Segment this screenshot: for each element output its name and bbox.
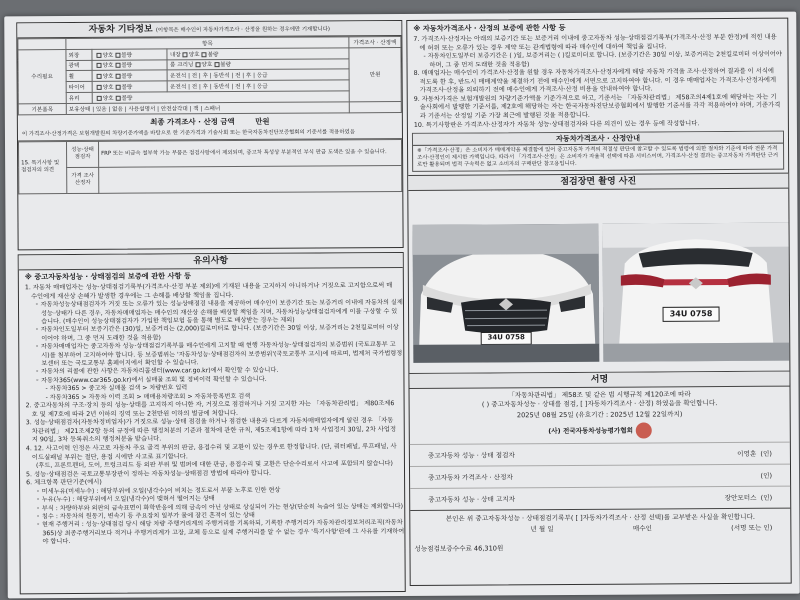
checkbox[interactable] xyxy=(97,85,102,90)
option-label: 양호 xyxy=(102,95,114,102)
option-label: 불량 xyxy=(121,73,133,80)
option-label: 양호 xyxy=(188,51,200,58)
org-seal-icon xyxy=(635,422,651,438)
option-label: 불량 xyxy=(121,52,133,59)
price-basis-note: 이 가격조사·산정가격은 보험개발원의 차량기준가액을 바탕으로 한 기준가격과 기술사회 또는 한국자동차진단보증협회의 기준서를 적용하였음 xyxy=(18,129,402,141)
right-box xyxy=(406,18,791,586)
row-label: 타이어 xyxy=(66,82,92,93)
special-notes-label: 15. 특기사항 및 점검자의 의견 xyxy=(18,141,66,193)
checkbox[interactable] xyxy=(96,53,101,58)
front-photo xyxy=(413,224,600,363)
notice-sub: ◦ 자동차의 리콜에 관한 사항은 자동차리콜센터(www.car.go.kr)에서 확인할 수 있습니다. xyxy=(35,367,279,376)
wheel-positions: 운전석 | 전 | 후 | 동반석 | 전 | 후 | 응급 xyxy=(168,69,350,81)
checkbox[interactable] xyxy=(214,63,219,68)
final-price-label: 최종 가격조사 · 산정 금액 xyxy=(150,116,235,127)
checkbox[interactable] xyxy=(116,96,121,101)
notice-sub: ◦ 침수 : 자동차의 원동기, 변속기 등 주요장치 일부가 물에 잠긴 흔적이 있는 상태 xyxy=(36,511,255,521)
receipt-statement: 본인은 위 중고자동차성능 · 상태점검기록부( [ ]자동차가격조사 · 산정 선택)를 교부받은 사실을 확인합니다. xyxy=(410,507,790,523)
org-row xyxy=(410,421,790,439)
checkbox[interactable] xyxy=(183,52,188,57)
special-notes-table xyxy=(18,139,402,194)
option-label: 불량 xyxy=(121,63,133,70)
row-label: 휠 xyxy=(66,71,92,82)
sig-label: 중고자동차 성능 · 상태 점검자 xyxy=(427,451,515,461)
price-inspector-label: 가격 조사 산정자 xyxy=(67,167,99,193)
notice-header: 유의사항 xyxy=(19,253,403,270)
notice-sub: ◦ 누유(누수) : 해당부위에서 오일(냉각수)이 맺혀서 떨어지는 상태 xyxy=(36,495,215,504)
sig-label: 중고자동차 성능 · 상태 고지자 xyxy=(428,495,516,505)
left-column xyxy=(16,20,405,546)
price-notice-title: 자동차가격조사 · 산정안내 xyxy=(413,132,783,146)
checkbox[interactable] xyxy=(115,85,120,90)
sig-row-inspector xyxy=(410,441,790,465)
signature-date: 2025년 08월 25일 (유효기간 : 2025년 12월 22일까지) xyxy=(516,410,683,420)
notice-para: 6. 체크항목 판단기준(예시) xyxy=(26,479,102,487)
notice-para: 1. 자동차 매매업자는 성능·상태점검기록부(가격조사·산정 부분 제외)에 기재된 내용을 고지하지 아니하거나 거짓으로 고지함으로써 매수인에게 재산상 손해가 발생한 경우에는 그 손해를 배상할 책임을 집니다. xyxy=(24,282,393,300)
receipt-date: 년 월 일 xyxy=(530,525,554,534)
notice-sub: ◦ 자동차성능상태점검자가 거짓 또는 오류가 있는 성능상태점검 내용을 제공하여 매수인이 보증기간 또는 보증거리 이내에 자동차의 실제 성능·상태가 다른 경우, 자동차매매업자는 매수인의 재산상 손해를 배상할 책임을 지며, 자동차성능상태점검자에게 이를 구상할 수 있습니다. (매수인이 성능상태점검자가 가입한 책임보험 등을 통해 별도로 배상받는 경우는 제외) xyxy=(34,299,403,326)
sig-mark: (인) xyxy=(760,450,772,459)
notice-para: 3. 성능·상태점검자(자동차정비업자)가 거짓으로 성능·상태 점검을 하거나 점검한 내용과 다르게 자동차매매업자에게 알린 경우 「자동차관리법」 제21조제2항 등의 규정에 따른 행정처분의 기준과 절차에 관한 규칙, 제5조제1항에 따라 1차 사업정지 30일, 2차 사업정지 90일, 3차 등록취소의 행정처분을 받습니다. xyxy=(25,417,397,444)
option-label: 불량 xyxy=(220,62,232,69)
option-label: 양호 xyxy=(102,52,114,59)
signature-line2: ( ) 중고자동차성능 · 상태를 점검, [ ]자동차가격조사 · 산정) 하였음을 확인합니다. xyxy=(481,398,718,409)
option-label: 양호 xyxy=(201,62,213,69)
other-info-table xyxy=(17,36,401,115)
checkbox[interactable] xyxy=(115,52,120,57)
sig-row-dealer xyxy=(410,485,790,509)
checkbox[interactable] xyxy=(97,96,102,101)
checkbox[interactable] xyxy=(202,52,207,57)
guarantee-para: 8. 매매업자는 매수인이 가격조사·산정을 원할 경우 자동차가격조사·산정자에게 해당 자동차 가격을 조사·산정하여 결과를 이 서식에 적도록 한 후, 반드시 매매계약을 체결하기 전에 매수인에게 서면으로 고지하여야 합니다. 이 경우 매매업자는 가격조사·산정자에게 가격조사·산정을 의뢰하기 전에 매수인에게 가격조사·산정 비용을 안내하여야 합니다. xyxy=(413,67,777,95)
checkbox[interactable] xyxy=(195,63,200,68)
notice-sub-item: - 자동차365 > 자동차 이력 조회 > 매매용차량조회 > 자동차등록번호 검색 xyxy=(45,392,251,401)
notice-para: 4. 12. 사고이력 인정은 사고로 자동차 주요 골격 부위의 판금, 용접수리 및 교환이 있는 경우로 한정합니다. (단, 쿼터패널, 루프패널, 사이드실패널 부위는 절단, 용접 시에만 사고로 표기합니다. xyxy=(25,443,397,461)
guarantee-para: 7. 가격조사·산정자는 아래의 보증기간 또는 보증거리 이내에 중고자동차 성능·상태점검기록부(가격조사·산정 부분 한정)에 적힌 내용에 허위 또는 오류가 있는 경우 계약 또는 관계법령에 따라 매수인에 대하여 책임을 집니다. xyxy=(413,33,777,52)
notice-sub: (후드, 프론트펜더, 도어, 트렁크리드 등 외판 부위 및 범퍼에 대한 판금, 용접수리 및 교환은 단순수리로서 사고에 포함되지 않습니다) xyxy=(35,460,393,470)
document-sheet xyxy=(4,12,800,599)
photo-area xyxy=(413,223,786,367)
sig-mark: (인) xyxy=(760,472,773,481)
row-label: 유리 xyxy=(66,92,92,103)
row-label: 광택 xyxy=(66,60,92,71)
checkbox[interactable] xyxy=(97,74,102,79)
checkbox[interactable] xyxy=(115,63,120,68)
option-label: 불량 xyxy=(121,95,133,102)
notice-sub: ◦ 자동차인도일부터 보증기간은 (30)일, 보증거리는 (2,000)킬로미터로 합니다. (보증기간은 30일 이상, 보증거리는 2천킬로미터 이상이어야 하며, 그 중 먼저 도래한 것을 적용함) xyxy=(35,324,399,343)
basic-items: 보유상태 | 있음 | 없음 | 사용설명서 | 안전삼각대 | 잭 | 스패너 xyxy=(66,102,349,115)
row-label: 외장 xyxy=(66,49,92,60)
final-price-unit: 만원 xyxy=(255,116,270,126)
notice-sub: ◦ 부식 : 차량하부와 외판의 금속표면이 화학반응에 의해 금속이 아닌 상태로 상실되어 가는 현상(단순히 녹슬어 있는 상태는 제외합니다) xyxy=(36,502,404,512)
guarantee-para: 10. 특기사항란은 가격조사·산정자가 자동차 성능·상태점검자와 다른 의견이 있는 경우 등에 작성합니다. xyxy=(413,119,700,129)
notice-para: 5. 성능·상태점검은 국토교통부장관이 정하는 자동차성능·상태점검 방법에 따라야 합니다. xyxy=(26,469,272,478)
option-label: 불량 xyxy=(207,51,219,58)
guarantee-sub: - 자동차인도일부터 보증기간은 ( )일, 보증거리는 ( )킬로미터로 합니다. (보증기간은 30일 이상, 보증거리는 2천킬로미터 이상이어야 하며, 그 중 먼저 도래한 것을 적용함) xyxy=(423,50,782,69)
price-unit: 만원 xyxy=(349,47,401,101)
row-label: 내장 xyxy=(169,52,181,59)
sig-name: 이영훈 xyxy=(737,450,757,459)
other-info-note: (이항목은 매수인이 자동차가격조사 · 산정을 원하는 경우에만 기재합니다) xyxy=(155,26,330,34)
notice-sub: ◦ 현재 주행거리 : 성능·상태점검 당시 해당 차량 주행거리계의 주행거리를 기록하되, 기록한 주행거리가 자동차관리정보처리조직(자동차365)상 최종주행거리보다 적거나 주행거리계가 고장, 교체 등으로 실제 주행거리를 알 수 없는 경우 '특기사항'란에 그 사유를 기재하여야 합니다. xyxy=(36,519,405,546)
buyer-mark: (서명 또는 인) xyxy=(731,524,773,533)
option-label: 양호 xyxy=(102,63,114,70)
rear-photo xyxy=(603,223,790,362)
rear-plate-text: 34U 0758 xyxy=(669,309,713,319)
right-column xyxy=(406,18,788,553)
price-guarantee-title: ※ 자동차가격조사 · 산정의 보증에 관한 사항 등 xyxy=(413,22,566,33)
notice-para: 2. 중고자동차의 구조·장치 등의 성능·상태를 고지하지 아니한 자, 거짓으로 점검하거나 거짓 고지한 자는 「자동차관리법」 제80조제6호 및 제7호에 따라 2년 이하의 징역 또는 2천만원 이하의 벌금에 처합니다. xyxy=(25,400,395,418)
other-info-box xyxy=(16,20,403,250)
sig-label: 중고자동차 가격조사 · 산정자 xyxy=(428,473,513,483)
notice-box xyxy=(18,252,406,594)
option-label: 불량 xyxy=(121,84,133,91)
other-info-title: 자동차 기타정보 xyxy=(88,24,153,35)
notice-sub: ◦ 자동차매매업자는 중고자동차 성능·상태점검기록부를 매수인에게 고지할 때 현행 자동차성능·상태점검자의 보증범위 (국토교통부 고시)를 첨부하여 고지하여야 합니다. 등 보증범위는 '자동차성능·상태점검자의 보증범위'(국토교통부 고시)에 따르며, 법제처 국가법령정보센터 또는 국토교통부 홈페이지에서 확인할 수 있습니다. xyxy=(35,341,403,368)
option-label: 양호 xyxy=(102,84,114,91)
col-item-header: 항목 xyxy=(66,37,349,50)
org-name: (사) 전국자동차성능평가협회 xyxy=(548,426,634,435)
col-price-header: 가격조사 · 산정액 xyxy=(349,37,401,48)
perf-inspector-note: FRP 또는 비금속 철부착 가능 부품은 점검사항에서 제외되며, 중고차 특성상 부분적인 부식 판금 도색은 있을 수 있습니다. xyxy=(98,139,401,167)
basic-items-label: 기본품목 xyxy=(18,103,66,114)
row-label: 룸 크리닝 xyxy=(169,62,194,69)
price-notice-box xyxy=(412,131,784,172)
signature-line1: 「자동차관리법」 제58조 및 같은 법 시행규칙 제120조에 따라 xyxy=(508,390,691,400)
signature-title: 서명 xyxy=(409,372,789,389)
price-notice-text: ※「가격조사·산정」은 소비자가 매매계약을 체결함에 있어 중고자동차 가격의 적절성 판단에 참고할 수 있도록 법령에 의한 절차와 기준에 따라 전문 가격조사·산정인이 제시한 가액입니다. 따라서 「가격조사·산정」은 소비자가 자율적 선택에 따른 서비스이며, 가격조사·산정 결과는 중고자동차 가격판단 근거로만 활용되며 법적 구속력은 없고 소비자의 구매판단 참고용입니다. xyxy=(417,145,779,169)
sig-mark: (인) xyxy=(760,494,773,503)
repair-label: 수리필요 xyxy=(18,49,66,103)
notice-sub-item: - 자동차365 > 중고차 실매물 검색 > 차량번호 입력 xyxy=(45,384,188,393)
photo-section-title: 점검장면 촬영 사진 xyxy=(408,173,788,191)
front-plate-text: 34U 0758 xyxy=(487,333,525,342)
guarantee-fee: 성능점검보증수수료 46,310원 xyxy=(414,544,504,553)
checkbox[interactable] xyxy=(115,74,120,79)
tire-positions: 운전석 | 전 | 후 | 동반석 | 전 | 후 | 응급 xyxy=(168,80,350,92)
notice-section-title: ※ 중고자동차성능 · 상태점검의 보증에 관한 사항 등 xyxy=(24,271,191,282)
perf-inspector-label: 성능·상태 점검자 xyxy=(66,141,98,167)
option-label: 양호 xyxy=(102,74,114,81)
notice-sub: ◦ 자동차365(www.car365.go.kr)에서 실매물 조회 및 정비이력 확인할 수 있습니다. xyxy=(35,375,267,385)
checkbox[interactable] xyxy=(97,63,102,68)
sig-name: 장안모터스 xyxy=(724,494,757,503)
signature-section xyxy=(409,371,790,554)
sig-row-price xyxy=(410,463,790,487)
car-rear-illustration xyxy=(603,223,790,362)
buyer-label: 매수인 xyxy=(632,524,653,533)
notice-sub: ◦ 미세누유(미세누수) : 해당부위에 오일(냉각수)이 비치는 정도로서 부품 노후로 인한 현상 xyxy=(36,486,281,496)
guarantee-para: 9. 자동차가격은 보험개발원의 차량기준가액을 기준가격으로 하고, 기준서는 「자동차관리법」 제58조의4제1호에 해당하는 자는 기술사회에서 발행한 기준서를, 제2호에 해당하는 자는 한국자동차진단보증협회에서 발행한 기준서를 각각 적용하여야 하며, 기준가격과 기준서는 산정일 기준 가장 최근에 발행된 것을 적용합니다. xyxy=(413,93,781,120)
